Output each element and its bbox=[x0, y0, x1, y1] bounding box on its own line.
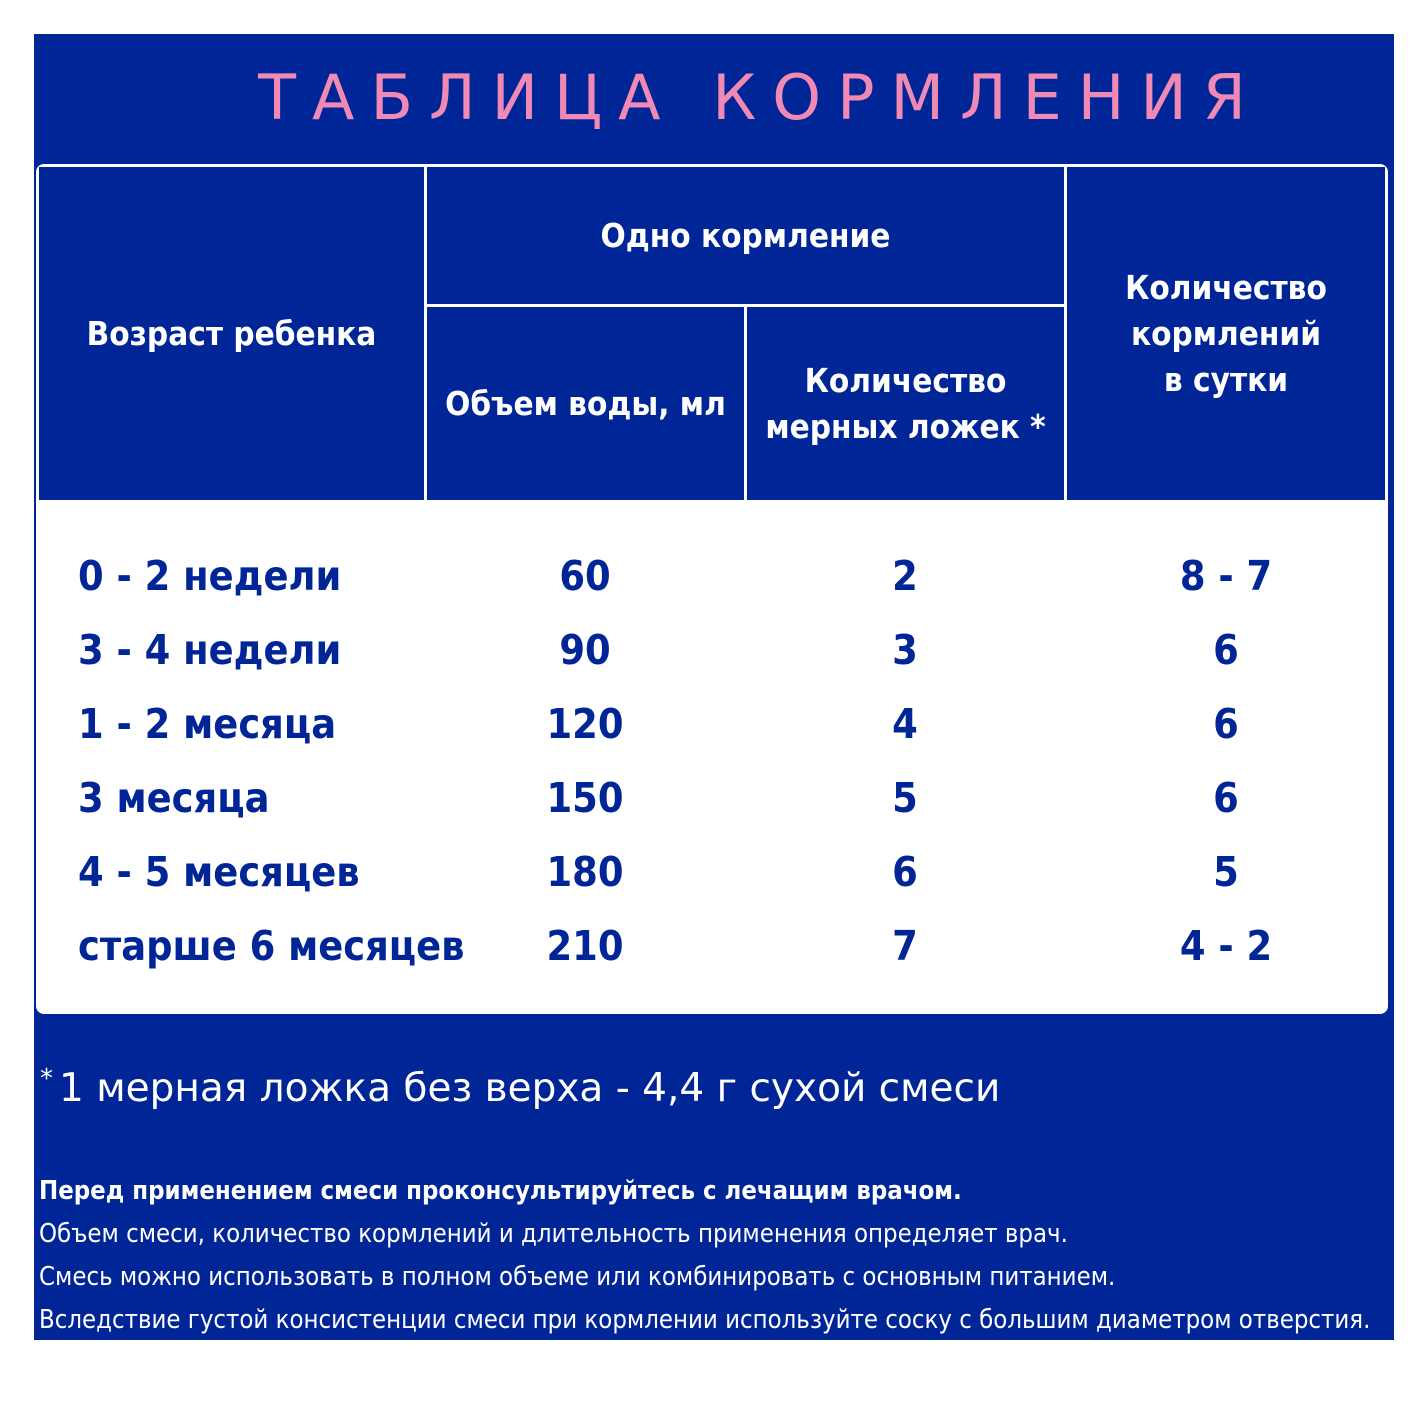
cell-spoons: 6 bbox=[892, 848, 918, 896]
footnote-text: 1 мерная ложка без верха - 4,4 г сухой смеси bbox=[59, 1066, 1001, 1111]
cell-water: 120 bbox=[546, 700, 624, 748]
header-single-feeding bbox=[427, 167, 1064, 304]
footnote-asterisk: * bbox=[40, 1064, 53, 1094]
cell-spoons: 2 bbox=[892, 552, 918, 600]
page-title: ТАБЛИЦА КОРМЛЕНИЯ bbox=[258, 61, 1262, 134]
header-feedings-line-1: Количество bbox=[1125, 267, 1327, 307]
cell-water: 60 bbox=[559, 552, 611, 600]
header-feedings-per-day bbox=[1067, 167, 1385, 500]
header-spoons bbox=[747, 307, 1064, 500]
cell-feedings: 6 bbox=[1213, 700, 1239, 748]
table-row bbox=[36, 835, 1388, 909]
header-age-label: Возраст ребенка bbox=[86, 313, 377, 353]
spoon-footnote bbox=[40, 1054, 1000, 1114]
header-age bbox=[39, 167, 424, 500]
cell-spoons: 3 bbox=[892, 626, 918, 674]
header-water-volume-label: Объем воды, мл bbox=[445, 383, 726, 423]
cell-age: 3 месяца bbox=[78, 774, 270, 822]
header-water-volume bbox=[427, 307, 744, 500]
cell-age: 3 - 4 недели bbox=[78, 626, 342, 674]
table-row bbox=[36, 761, 1388, 835]
header-single-feeding-label: Одно кормление bbox=[600, 215, 891, 255]
cell-age: старше 6 месяцев bbox=[78, 922, 465, 970]
table-row bbox=[36, 687, 1388, 761]
cell-feedings: 4 - 2 bbox=[1179, 922, 1273, 970]
cell-age: 1 - 2 месяца bbox=[78, 700, 337, 748]
header-spoons-line-1: Количество bbox=[804, 360, 1007, 400]
cell-spoons: 7 bbox=[892, 922, 918, 970]
table-row bbox=[36, 909, 1388, 983]
cell-water: 180 bbox=[546, 848, 624, 896]
cell-spoons: 4 bbox=[892, 700, 918, 748]
note-line: Смесь можно использовать в полном объеме или комбинировать с основным питанием. bbox=[39, 1262, 1116, 1292]
cell-age: 4 - 5 месяцев bbox=[78, 848, 360, 896]
cell-water: 90 bbox=[559, 626, 611, 674]
cell-feedings: 6 bbox=[1213, 626, 1239, 674]
feeding-table-panel bbox=[34, 34, 1394, 1378]
note-consult-doctor: Перед применением смеси проконсультируйтесь с лечащим врачом. bbox=[39, 1176, 962, 1206]
cell-water: 150 bbox=[546, 774, 624, 822]
cell-spoons: 5 bbox=[892, 774, 918, 822]
usage-notes bbox=[39, 1170, 1394, 1385]
table-row bbox=[36, 613, 1388, 687]
cell-feedings: 6 bbox=[1213, 774, 1239, 822]
cell-feedings: 5 bbox=[1213, 848, 1239, 896]
table-row bbox=[36, 539, 1388, 613]
header-feedings-line-2: кормлений bbox=[1130, 313, 1322, 353]
note-line: Объем смеси, количество кормлений и длительность применения определяет врач. bbox=[39, 1219, 1068, 1249]
note-line: Вследствие густой консистенции смеси при кормлении используйте соску с большим диаметром отверстия. bbox=[39, 1305, 1371, 1335]
cell-feedings: 8 - 7 bbox=[1179, 552, 1273, 600]
header-spoons-line-2: мерных ложек * bbox=[765, 406, 1046, 446]
feeding-table bbox=[36, 164, 1388, 1014]
cell-age: 0 - 2 недели bbox=[78, 552, 342, 600]
header-feedings-line-3: в сутки bbox=[1163, 359, 1289, 399]
cell-water: 210 bbox=[546, 922, 624, 970]
note-line: При кормлении смесью необходимо допаивать ребенка питьевой водой. bbox=[39, 1348, 928, 1378]
